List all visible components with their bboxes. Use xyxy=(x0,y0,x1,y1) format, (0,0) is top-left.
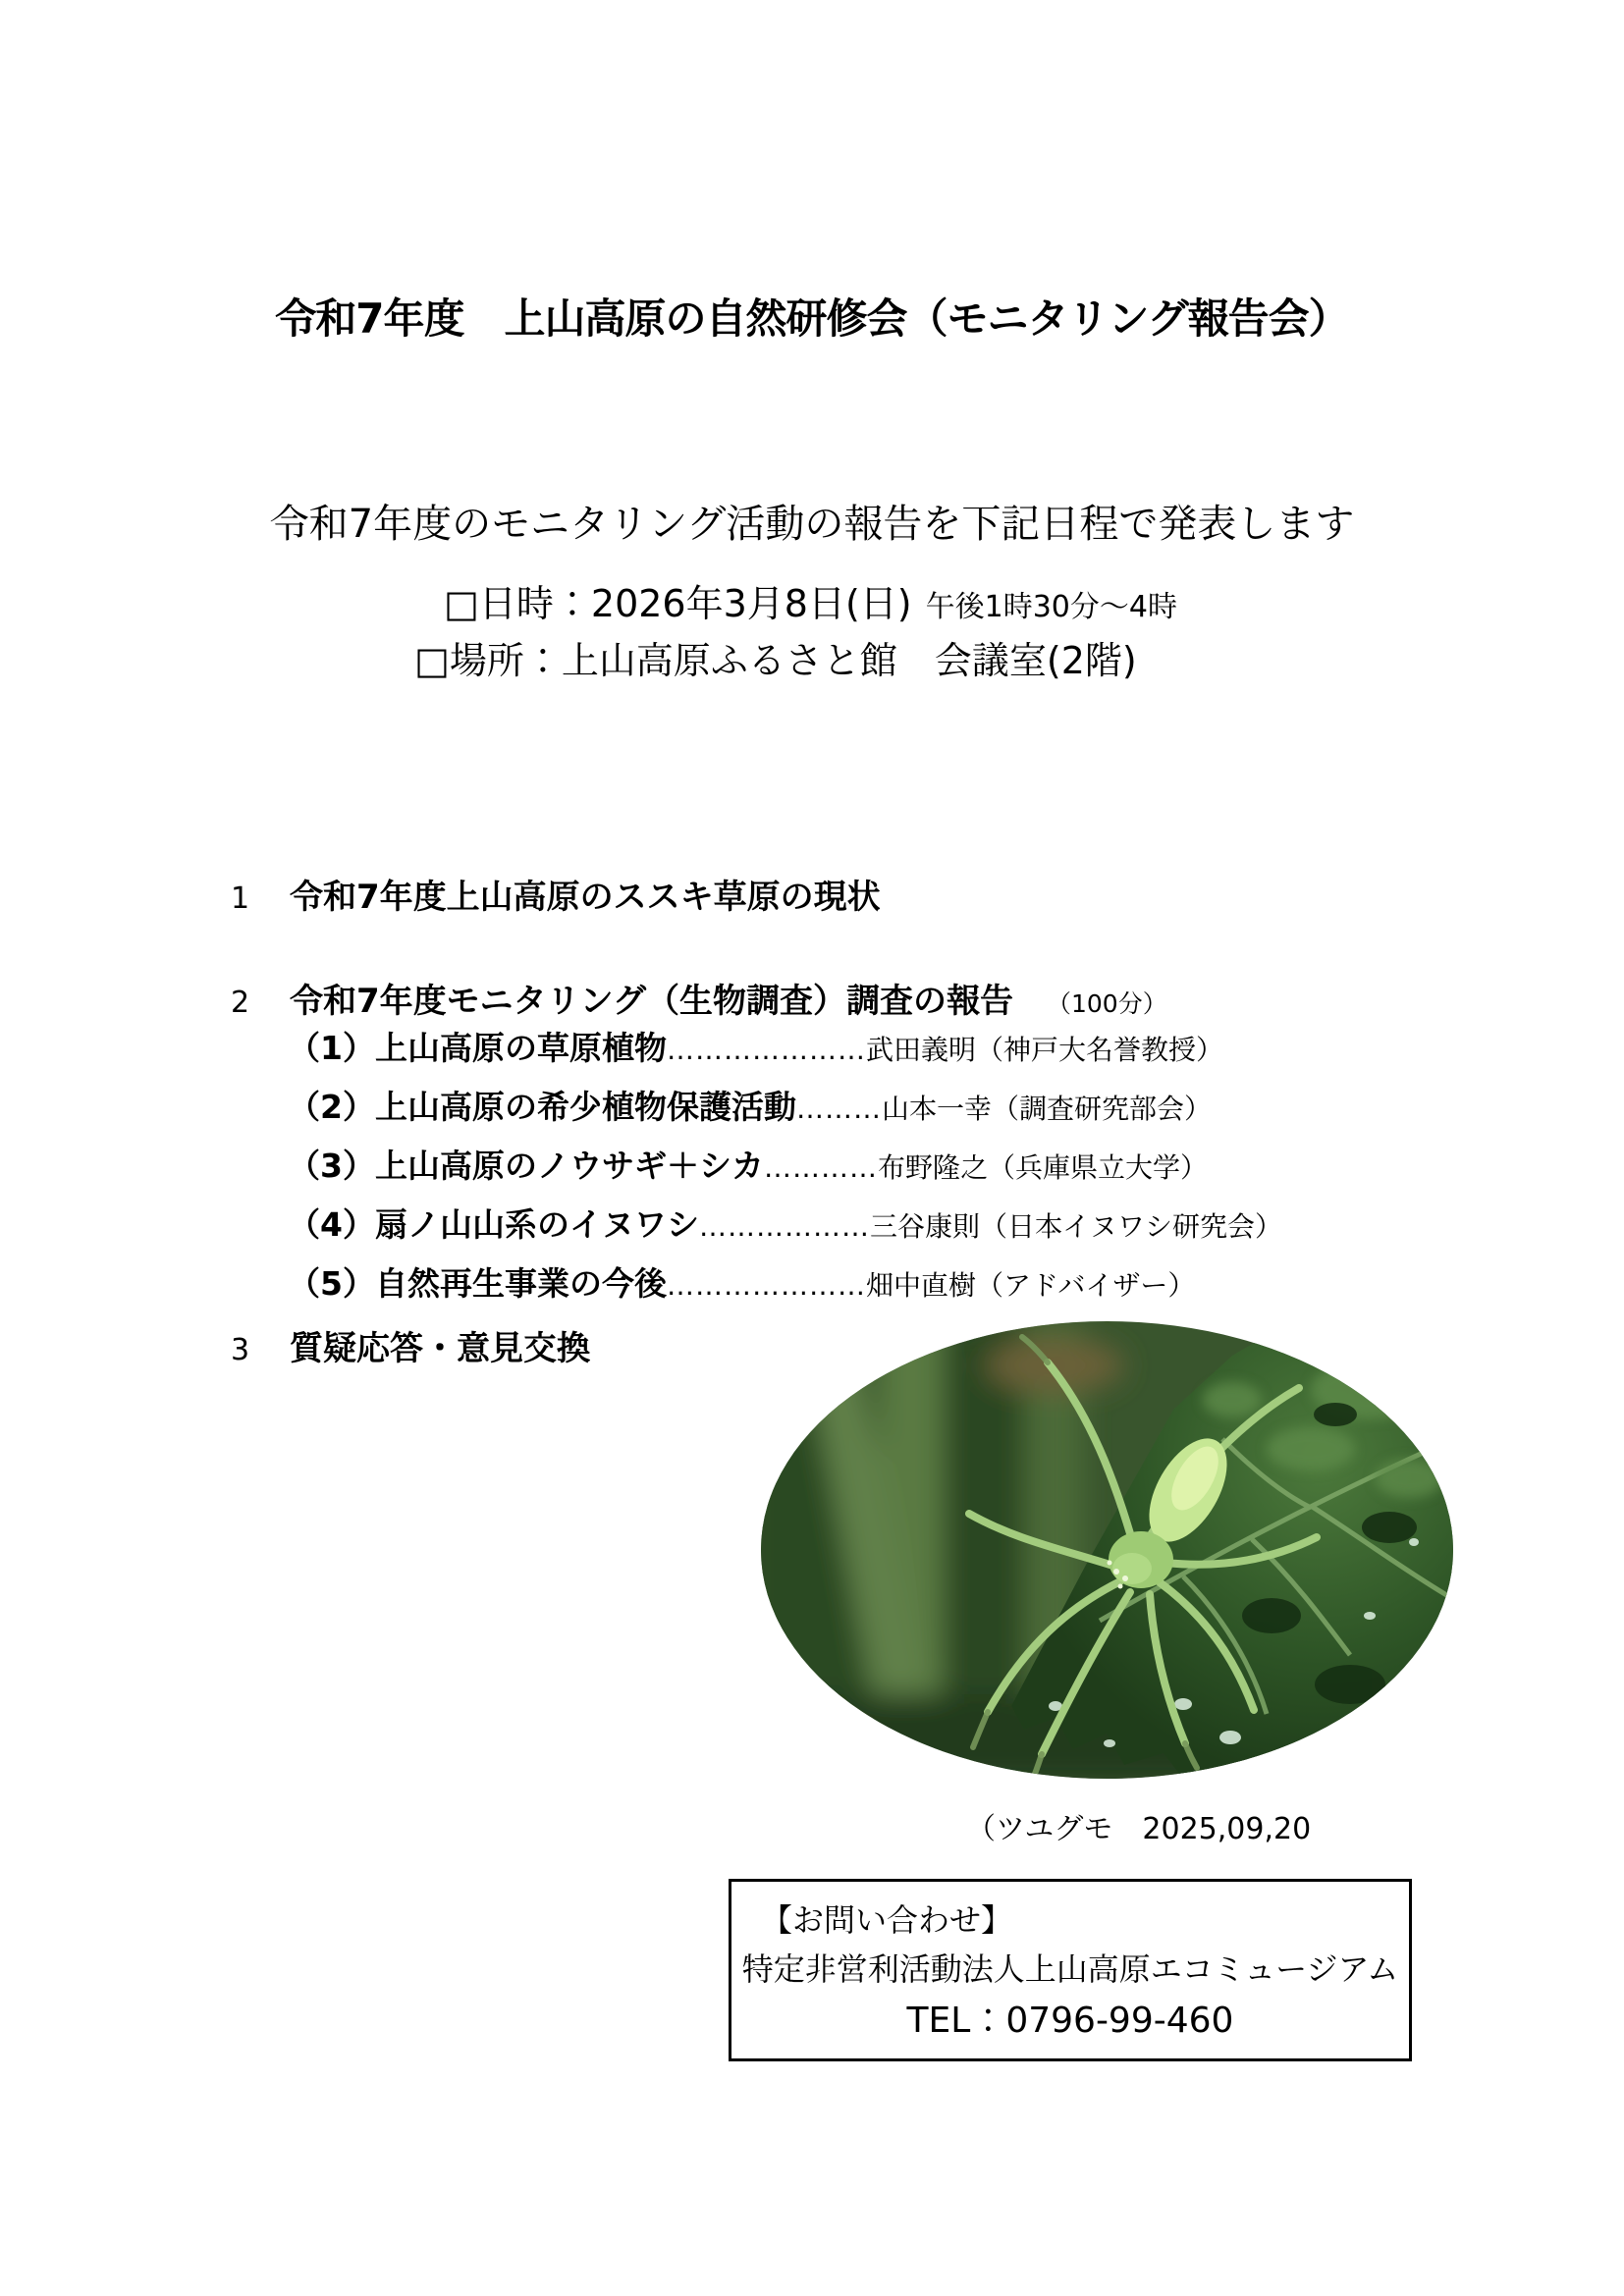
dot-leader: ……………… xyxy=(698,1210,870,1243)
agenda-item-number: 2 xyxy=(231,986,250,1020)
agenda-subitem-1 xyxy=(288,1023,1223,1069)
agenda-item-title: 令和7年度上山高原のススキ草原の現状 xyxy=(290,878,881,917)
agenda-item-number: 1 xyxy=(231,881,250,916)
spider-photo-graphic xyxy=(761,1321,1453,1779)
document-title: 令和7年度 上山高原の自然研修会（モニタリング報告会） xyxy=(275,294,1349,343)
subitem-topic: 上山高原の草原植物 xyxy=(374,1029,667,1067)
agenda-subitem-3 xyxy=(288,1141,1208,1187)
subitem-topic: 扇ノ山山系のイヌワシ xyxy=(374,1205,699,1244)
agenda-item-title: 質疑応答・意見交換 xyxy=(290,1329,590,1368)
subitem-speaker: 布野隆之（兵庫県立大学） xyxy=(877,1151,1208,1184)
contact-org: 特定非営利活動法人上山高原エコミュージアム xyxy=(741,1949,1399,1988)
agenda-subitem-4 xyxy=(288,1200,1282,1246)
subitem-label: （3） xyxy=(288,1147,375,1185)
agenda-item-number: 3 xyxy=(231,1333,250,1367)
agenda-item-2 xyxy=(231,974,1167,1022)
subitem-topic: 自然再生事業の今後 xyxy=(374,1264,667,1303)
agenda-item-1 xyxy=(231,870,881,918)
subitem-topic: 上山高原の希少植物保護活動 xyxy=(374,1088,796,1126)
agenda-item-duration: （100分） xyxy=(1046,989,1167,1018)
agenda-subitem-5 xyxy=(288,1258,1195,1305)
subitem-speaker: 山本一幸（調査研究部会） xyxy=(881,1093,1212,1125)
schedule-date-line xyxy=(444,573,1177,627)
square-bullet-icon: □ xyxy=(444,582,479,625)
subitem-topic: 上山高原のノウサギ＋シカ xyxy=(374,1147,764,1185)
agenda-subitem-2 xyxy=(288,1082,1212,1128)
square-bullet-icon: □ xyxy=(414,639,450,682)
intro-line: 令和7年度のモニタリング活動の報告を下記日程で発表します xyxy=(269,502,1355,547)
subitem-speaker: 三谷康則（日本イヌワシ研究会） xyxy=(869,1210,1282,1243)
schedule-place-line xyxy=(414,630,1137,684)
agenda-item-title: 令和7年度モニタリング（生物調査）調査の報告 xyxy=(290,982,1013,1021)
dot-leader: ………… xyxy=(763,1151,878,1184)
contact-tel: TEL：0796-99-460 xyxy=(906,2001,1234,2041)
schedule-date-text: 日時：2026年3月8日(日) xyxy=(478,582,912,625)
subitem-speaker: 畑中直樹（アドバイザー） xyxy=(865,1269,1196,1302)
subitem-label: （2） xyxy=(288,1088,375,1126)
contact-box xyxy=(729,1879,1412,2061)
schedule-date-time: 午後1時30分～4時 xyxy=(925,590,1177,624)
subitem-speaker: 武田義明（神戸大名誉教授） xyxy=(865,1034,1223,1066)
dot-leader: ……… xyxy=(795,1093,882,1125)
photo-caption: （ツユグモ 2025,09,20 xyxy=(966,1812,1312,1846)
subitem-label: （5） xyxy=(288,1264,375,1303)
subitem-label: （1） xyxy=(288,1029,375,1067)
schedule-place-text: 場所：上山高原ふるさと館 会議室(2階) xyxy=(449,639,1137,682)
contact-heading: 【お問い合わせ】 xyxy=(761,1901,1013,1939)
dot-leader: ………………… xyxy=(666,1269,866,1302)
spider-photo xyxy=(761,1321,1453,1779)
subitem-label: （4） xyxy=(288,1205,375,1244)
dot-leader: ………………… xyxy=(666,1034,866,1066)
agenda-item-3 xyxy=(231,1321,590,1369)
